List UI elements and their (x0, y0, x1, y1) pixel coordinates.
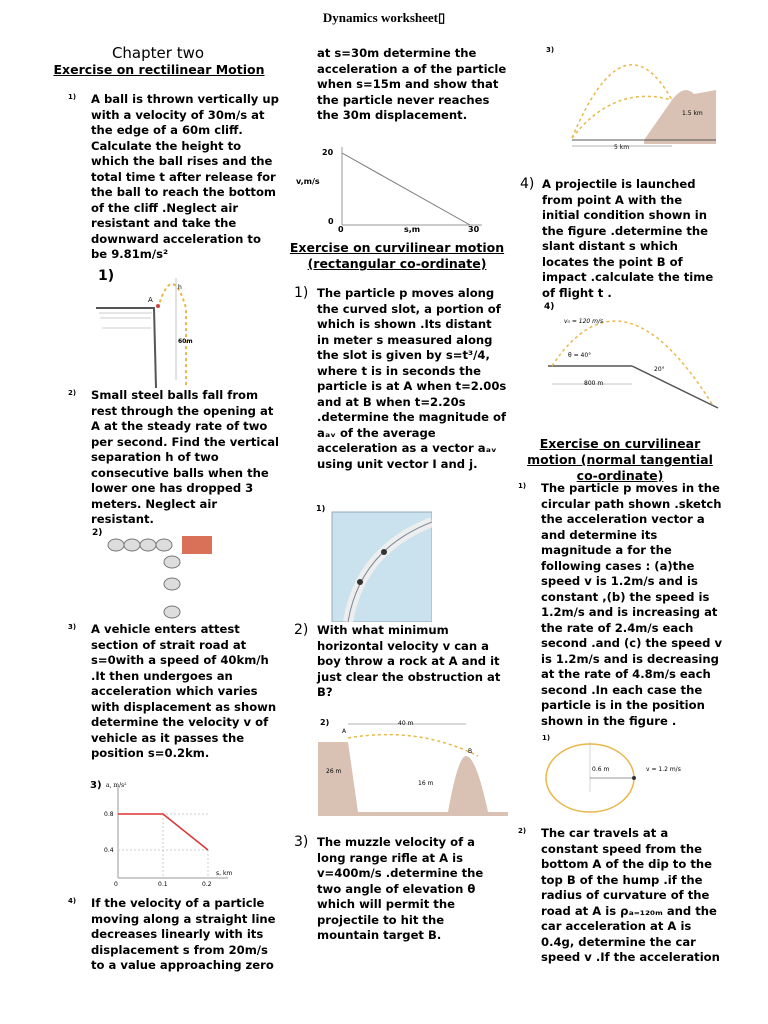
question-number: 3) (68, 623, 77, 631)
figure-label: 2) (92, 528, 103, 538)
tick-label: 0.8 (104, 811, 114, 818)
question-number: 4) (520, 176, 535, 192)
dimension-label: 40 m (398, 720, 414, 727)
angle-label: θ = 40° (568, 352, 592, 359)
axis-label: v,m/s (296, 177, 320, 186)
figure-label: 3) (90, 780, 102, 791)
tick-label: 20 (322, 148, 334, 157)
question-text: The particle p moves along the curved slot, a portion of which is shown .Its distant in meter s measured along the slot is given by s=t³/4, where t is in seconds the particle is at A when t=2.00s and at B when t=2.20s .determine the magnitude of aₐᵥ of the average acceleration as a vector aₐᵥ using unit vector I and j. (317, 286, 507, 471)
axis-label: s,m (404, 225, 421, 234)
height-label: h (178, 284, 182, 291)
figure-velocity-graph (292, 143, 492, 235)
dimension-label: 26 m (326, 768, 342, 775)
initial-velocity-label: v₀ = 120 m/s (564, 318, 604, 325)
question-number: 2) (294, 622, 309, 638)
page-title: Dynamics worksheet▯ (322, 10, 446, 25)
question-text: Small steel balls fall from rest through the opening at A at the steady rate of two per second. Find the vertical separation h of two consecutive balls when the lower one has dropped 3 meters. Neglect air resistant. (91, 388, 280, 526)
section-normal-tangential-title (526, 436, 714, 484)
question-number: 2) (68, 389, 77, 397)
section-rectilinear-title: Exercise on rectilinear Motion (53, 62, 265, 77)
question-text: A vehicle enters attest section of strait road at s=0with a speed of 40km/h .It then undergoes an acceleration which varies with displacement as shown determine the velocity v of vehicle as it passes the position s=0.2km. (91, 622, 277, 760)
figure-label: 4) (544, 302, 555, 312)
question-number: 1) (294, 285, 309, 301)
question-number: 4) (68, 897, 77, 905)
tick-label: 0 (338, 225, 344, 234)
point-a-label: A (342, 728, 347, 735)
question-text: The car travels at a constant speed from the bottom A of the dip to the top B of the hump .if the radius of curvature of the road at A is ρₐ₌₁₂₀ₘ and the car acceleration at A is 0.4g, determine the car speed v .If the acceleration (541, 826, 720, 964)
question-text: If the velocity of a particle moving along a straight line decreases linearly with its displacement s from 20m/s to a value approaching zero (91, 896, 276, 972)
question-number: 1) (68, 93, 77, 101)
question-text: A projectile is launched from point A with the initial condition shown in the figure .determine the slant distant s which locates the point B of impact .calculate the time of flight t . (542, 177, 714, 300)
figure-label: 3) (546, 46, 555, 54)
dimension-label: 5 km (614, 144, 630, 151)
figure-circular-path (540, 732, 710, 822)
tick-label: 0.2 (202, 881, 212, 888)
figure-label: 1) (316, 504, 326, 513)
figure-label: 1) (542, 734, 551, 742)
axis-unit: a, m/s² (106, 782, 127, 789)
figure-acceleration-graph (88, 778, 248, 894)
dimension-label: 800 m (584, 380, 604, 387)
section-title-line: Exercise on curvilinear motion (289, 240, 505, 255)
question-number: 3) (294, 834, 309, 850)
figure-label: 2) (320, 718, 330, 727)
section-title-line: Exercise on curvilinear (539, 436, 701, 451)
tick-label: 0 (114, 881, 118, 888)
section-title-line: motion (normal tangential (527, 452, 713, 467)
dimension-label: 16 m (418, 780, 434, 787)
tick-label: 0.1 (158, 881, 168, 888)
axis-unit: s, km (216, 870, 233, 877)
figure-falling-balls (92, 526, 222, 621)
figure-cliff-ball (96, 268, 216, 388)
figure-projectile-slope (542, 300, 722, 412)
slope-angle-label: 20° (654, 366, 665, 373)
question-text: With what minimum horizontal velocity v can a boy throw a rock at A and it just clear the obstruction at B? (317, 623, 501, 699)
section-title-line: co-ordinate) (576, 468, 664, 483)
section-title-line: (rectangular co-ordinate) (307, 256, 487, 271)
question-number: 2) (518, 827, 527, 835)
speed-label: v = 1.2 m/s (646, 766, 681, 773)
section-rectangular-title (282, 240, 512, 272)
tick-label: 0 (328, 217, 334, 226)
radius-label: 0.6 m (592, 766, 610, 773)
question-text: A ball is thrown vertically up with a velocity of 30m/s at the edge of a 60m cliff. Calculate the height to which the ball rises and the total time t after release for the ball to reach the bottom of the cliff .Neglect air resistant and take the downward acceleration to be 9.81m/s² (91, 92, 279, 261)
question-text-continued: at s=30m determine the acceleration a of the particle when s=15m and show that the particle never reaches the 30m displacement. (317, 46, 507, 122)
tick-label: 0.4 (104, 847, 114, 854)
cliff-height-label: 60m (178, 338, 193, 345)
chapter-heading: Chapter two (111, 44, 205, 62)
figure-rifle-mountain (544, 44, 716, 156)
tick-label: 30 (468, 225, 480, 234)
question-text: The particle p moves in the circular path shown .sketch the acceleration vector a and determine its magnitude a for the following cases : (a)the speed v is 1.2m/s and is constant ,(b) the speed is 1.2m/s and is increasing at the rate of 2.4m/s each second .and (c) the speed v is 1.2m/s and is decreasing at the rate of 4.8m/s each second .In each case the particle is in the position shown in the figure . (541, 481, 723, 728)
question-number: 1) (518, 482, 527, 490)
dimension-label: 1.5 km (682, 110, 703, 117)
figure-rock-obstruction (318, 716, 508, 816)
question-text: The muzzle velocity of a long range rifle at A is v=400m/s .determine the two angle of elevation θ which will permit the projectile to hit the mountain target B. (317, 835, 484, 942)
point-a-label: A (148, 296, 153, 304)
figure-curved-slot (312, 502, 432, 622)
figure-label: 1) (98, 268, 115, 284)
point-b-label: B (468, 748, 473, 755)
